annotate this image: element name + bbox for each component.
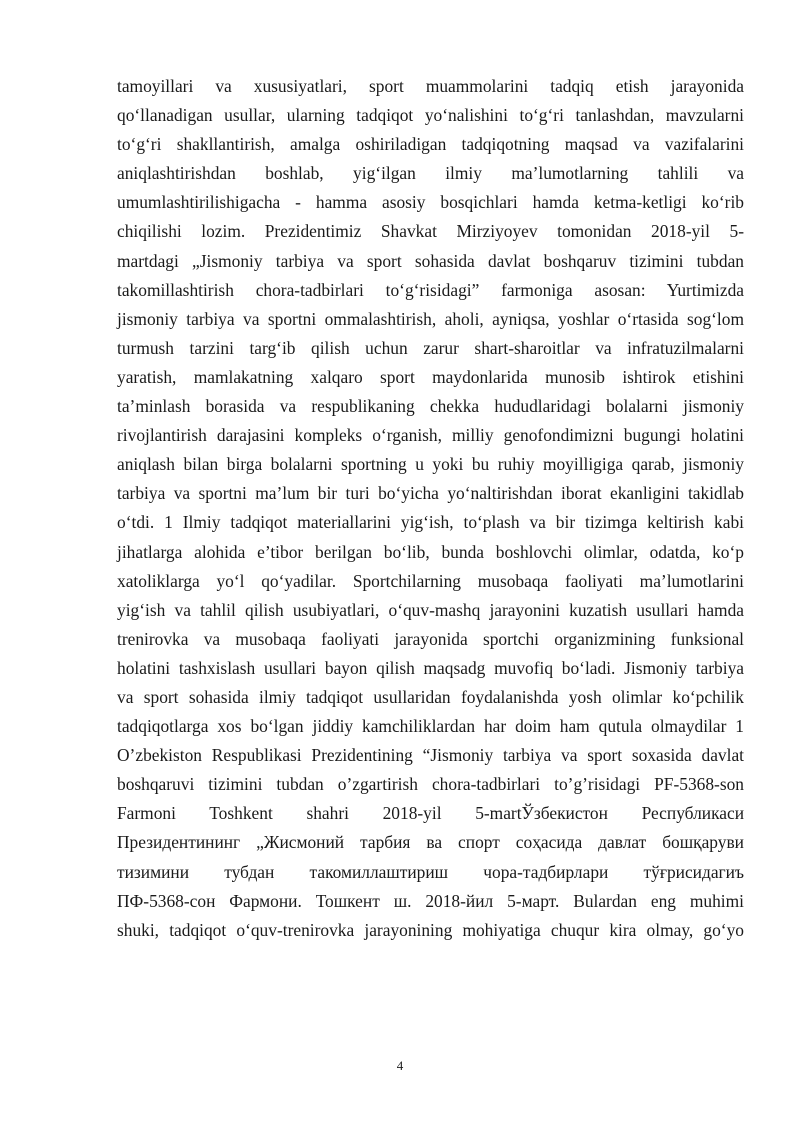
text-line: turmush tarzini targ‘ib qilish uchun zarur shart-sharoitlar va infratuzilmalarni [117,337,744,358]
body-paragraph [117,72,744,945]
text-line: shuki, tadqiqot o‘quv-trenirovka jarayonining mohiyatiga chuqur kira olmay, go‘yo [117,919,744,940]
text-line: o‘tdi. 1 Ilmiy tadqiqot materiallarini yig‘ish, to‘plash va bir tizimga keltirish kabi [117,512,744,533]
text-line: tarbiya va sportni ma’lum bir turi bo‘yicha yo‘naltirishdan iborat ekanligini takidlab [117,483,744,504]
text-line: Farmoni Toshkent shahri 2018-yil 5-martЎзбекистон Республикаси [117,803,744,824]
text-line: O’zbekiston Respublikasi Prezidentining “Jismoniy tarbiya va sport soxasida davlat [117,745,744,766]
text-line: umumlashtirilishigacha - hamma asosiy bosqichlari hamda ketma-ketligi ko‘rib [117,192,744,213]
text-line: martdagi „Jismoniy tarbiya va sport sohasida davlat boshqaruv tizimini tubdan [117,250,744,271]
text-line: ta’minlash borasida va respublikaning chekka hududlaridagi bolalarni jismoniy [117,396,744,417]
text-line: takomillashtirish chora-tadbirlari to‘g‘risidagi” farmoniga asosan: Yurtimizda [117,279,744,300]
text-line: aniqlash bilan birga bolalarni sportning u yoki bu ruhiy moyilligiga qarab, jismoniy [117,454,744,475]
text-line: xatoliklarga yo‘l qo‘yadilar. Sportchilarning musobaqa faoliyati ma’lumotlarini [117,570,744,591]
text-line: trenirovka va musobaqa faoliyati jarayonida sportchi organizmining funksional [117,628,744,649]
text-line: tadqiqotlarga xos bo‘lgan jiddiy kamchiliklardan har doim ham qutula olmaydilar 1 [117,716,744,737]
text-line: Президентининг „Жисмоний тарбия ва спорт соҳасида давлат бошқаруви [117,832,744,853]
text-line: jismoniy tarbiya va sportni ommalashtirish, aholi, ayniqsa, yoshlar o‘rtasida sog‘lom [117,308,744,329]
text-line: aniqlashtirishdan boshlab, yig‘ilgan ilmiy ma’lumotlarning tahlili va [117,163,744,184]
page-number: 4 [396,1058,404,1073]
text-line: holatini tashxislash usullari bayon qilish maqsadg muvofiq bo‘ladi. Jismoniy tarbiya [117,657,744,678]
text-line: yaratish, mamlakatning xalqaro sport maydonlarida munosib ishtirok etishini [117,366,744,387]
text-line: tamoyillari va xususiyatlari, sport muammolarini tadqiq etish jarayonida [117,76,744,96]
text-line: to‘g‘ri shakllantirish, amalga oshiriladigan tadqiqotning maqsad va vazifalarini [117,134,744,155]
text-line: ПФ-5368-сон Фармони. Тошкент ш. 2018-йил 5-март. Bulardan eng muhimi [117,890,744,911]
text-line: yig‘ish va tahlil qilish usubiyatlari, o‘quv-mashq jarayonini kuzatish usullari hamda [117,599,744,620]
text-line: qo‘llanadigan usullar, ularning tadqiqot yo‘nalishini to‘g‘ri tanlashdan, mavzularni [117,105,744,126]
text-line: jihatlarga alohida e’tibor berilgan bo‘lib, bunda boshlovchi olimlar, odatda, ko‘p [117,541,744,562]
text-line: chiqilishi lozim. Prezidentimiz Shavkat Mirziyoyev tomonidan 2018-yil 5- [117,221,744,242]
text-line: boshqaruvi tizimini tubdan o’zgartirish chora-tadbirlari to’g’risidagi PF-5368-son [117,774,744,795]
text-line: rivojlantirish darajasini kompleks o‘rganish, milliy genofondimizni bugungi holatini [117,425,744,446]
text-line: va sport sohasida ilmiy tadqiqot usullaridan foydalanishda yosh olimlar ko‘pchilik [117,686,744,707]
text-line: тизимини тубдан такомиллаштириш чора-тадбирлари тўғрисидагиъ [117,861,744,882]
